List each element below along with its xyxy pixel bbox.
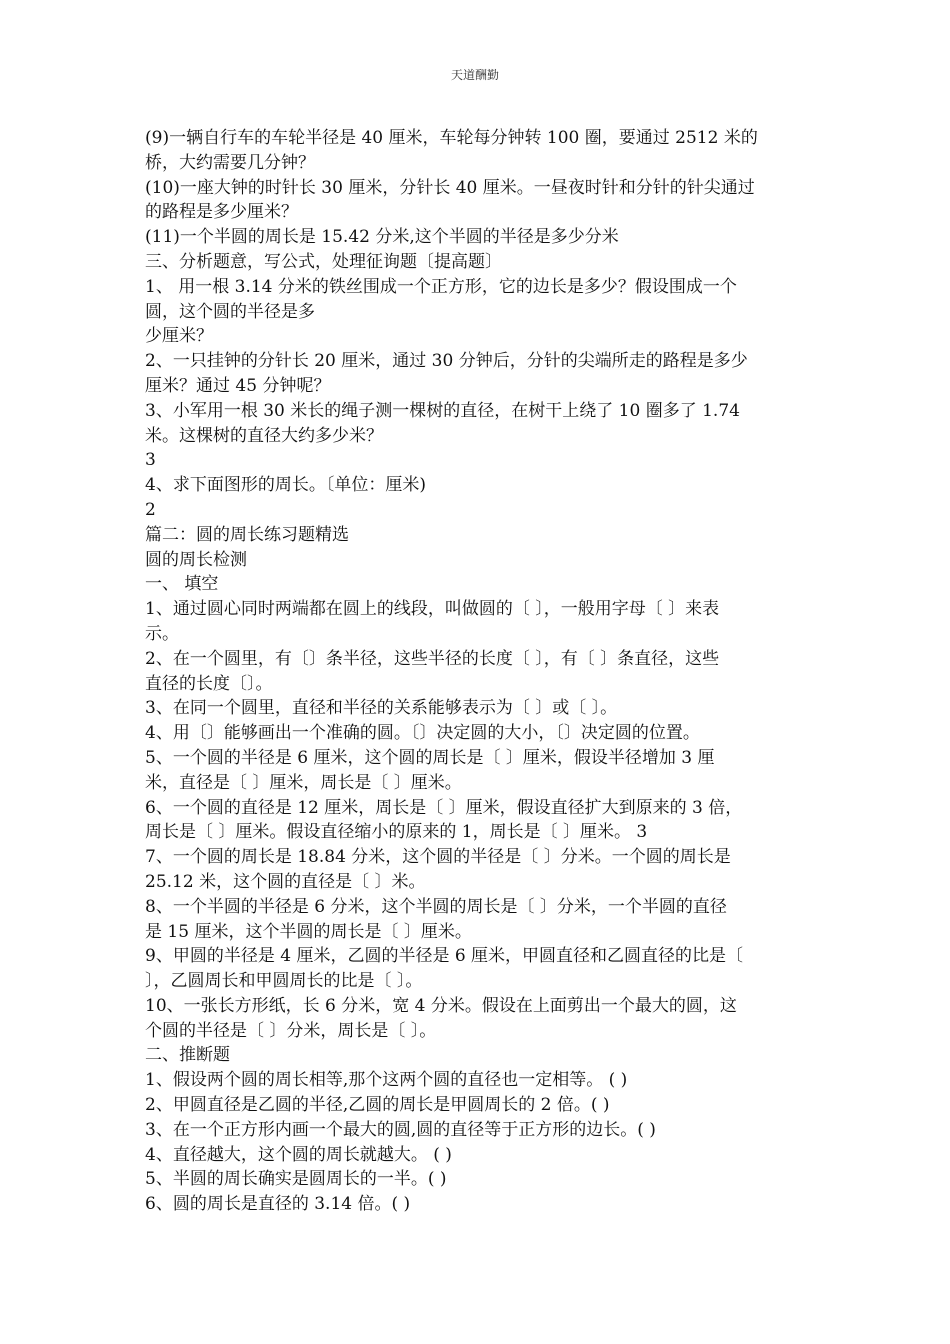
text-line: 米，直径是〔 〕厘米，周长是〔 〕厘米。: [145, 772, 462, 793]
text-line: 8、一个半圆的半径是 6 分米，这个半圆的周长是〔 〕分米，一个半圆的直径: [145, 896, 727, 917]
text-line: 1、 用一根 3.14 分米的铁丝围成一个正方形，它的边长是多少？假设围成一个: [145, 276, 737, 297]
text-line: 4、直径越大，这个圆的周长就越大。 ( ): [145, 1144, 452, 1165]
text-line: 7、一个圆的周长是 18.84 分米，这个圆的半径是〔 〕分米。一个圆的周长是: [145, 847, 731, 868]
text-line: 4、用〔〕能够画出一个准确的圆。〔〕决定圆的大小，〔〕决定圆的位置。: [145, 723, 700, 744]
text-line: 少厘米？: [145, 326, 213, 347]
text-line: 的路程是多少厘米？: [145, 202, 298, 223]
text-line: 直径的长度〔〕。: [145, 673, 273, 694]
text-line: 2、在一个圆里，有〔〕条半径，这些半径的长度〔 〕，有〔 〕条直径，这些: [145, 648, 720, 669]
text-line: 周长是〔 〕厘米。假设直径缩小的原来的 1，周长是〔 〕厘米。 3: [145, 822, 648, 843]
text-line: 米。这棵树的直径大约多少米？: [145, 425, 383, 446]
text-line: 10、一张长方形纸，长 6 分米，宽 4 分米。假设在上面剪出一个最大的圆，这: [145, 995, 737, 1016]
text-line: 6、一个圆的直径是 12 厘米，周长是〔 〕厘米，假设直径扩大到原来的 3 倍，: [145, 797, 743, 818]
text-line: 25.12 米，这个圆的直径是〔 〕米。: [145, 871, 426, 892]
text-line: 是 15 厘米，这个半圆的周长是〔 〕厘米。: [145, 921, 472, 942]
text-line: 2: [145, 499, 156, 520]
text-line: 5、一个圆的半径是 6 厘米，这个圆的周长是〔 〕厘米，假设半径增加 3 厘: [145, 747, 715, 768]
text-line: 1、假设两个圆的周长相等,那个这两个圆的直径也一定相等。 ( ): [145, 1070, 628, 1091]
text-line: (10)一座大钟的时针长 30 厘米，分针长 40 厘米。一昼夜时针和分针的针尖通过: [145, 177, 755, 198]
text-line: 3、在一个正方形内画一个最大的圆,圆的直径等于正方形的边长。( ): [145, 1119, 656, 1140]
text-line: 5、半圆的周长确实是圆周长的一半。( ): [145, 1169, 447, 1190]
text-line: 4、求下面图形的周长。〔单位：厘米): [145, 475, 426, 496]
text-line: 桥，大约需要几分钟？: [145, 152, 315, 173]
text-line: 6、圆的周长是直径的 3.14 倍。( ): [145, 1194, 411, 1215]
text-line: 示。: [145, 623, 179, 644]
text-line: 3: [145, 450, 156, 471]
text-line: 3、小军用一根 30 米长的绳子测一棵树的直径，在树干上绕了 10 圈多了 1.74: [145, 400, 740, 421]
text-line: (9)一辆自行车的车轮半径是 40 厘米，车轮每分钟转 100 圈，要通过 2512 米的: [145, 128, 758, 148]
text-line: 2、甲圆直径是乙圆的半径,乙圆的周长是甲圆周长的 2 倍。( ): [145, 1095, 610, 1116]
text-line: 一、 填空: [145, 574, 219, 595]
text-line: 〕，乙圆周长和甲圆周长的比是〔 〕。: [145, 971, 423, 992]
text-line: 二、推断题: [145, 1045, 230, 1066]
document-body: [145, 126, 805, 1217]
text-line: 圆的周长检测: [145, 549, 247, 570]
page-header: 天道酬勤: [450, 68, 499, 82]
text-line: (11)一个半圆的周长是 15.42 分米,这个半圆的半径是多少分米: [145, 227, 619, 248]
text-line: 篇二：圆的周长练习题精选: [145, 524, 349, 545]
text-line: 1、通过圆心同时两端都在圆上的线段，叫做圆的〔 〕，一般用字母〔 〕来表: [145, 599, 720, 620]
text-line: 3、在同一个圆里，直径和半径的关系能够表示为〔 〕或〔 〕。: [145, 698, 618, 719]
text-line: 9、甲圆的半径是 4 厘米，乙圆的半径是 6 厘米，甲圆直径和乙圆直径的比是〔: [145, 946, 744, 967]
text-line: 圆，这个圆的半径是多: [145, 301, 315, 322]
text-line: 厘米？通过 45 分钟呢？: [145, 375, 331, 396]
text-line: 个圆的半径是〔 〕分米，周长是〔 〕。: [145, 1020, 437, 1041]
text-line: 三、分析题意，写公式，处理征询题〔提高题〕: [145, 251, 502, 272]
text-line: 2、一只挂钟的分针长 20 厘米，通过 30 分钟后，分针的尖端所走的路程是多少: [145, 351, 748, 372]
